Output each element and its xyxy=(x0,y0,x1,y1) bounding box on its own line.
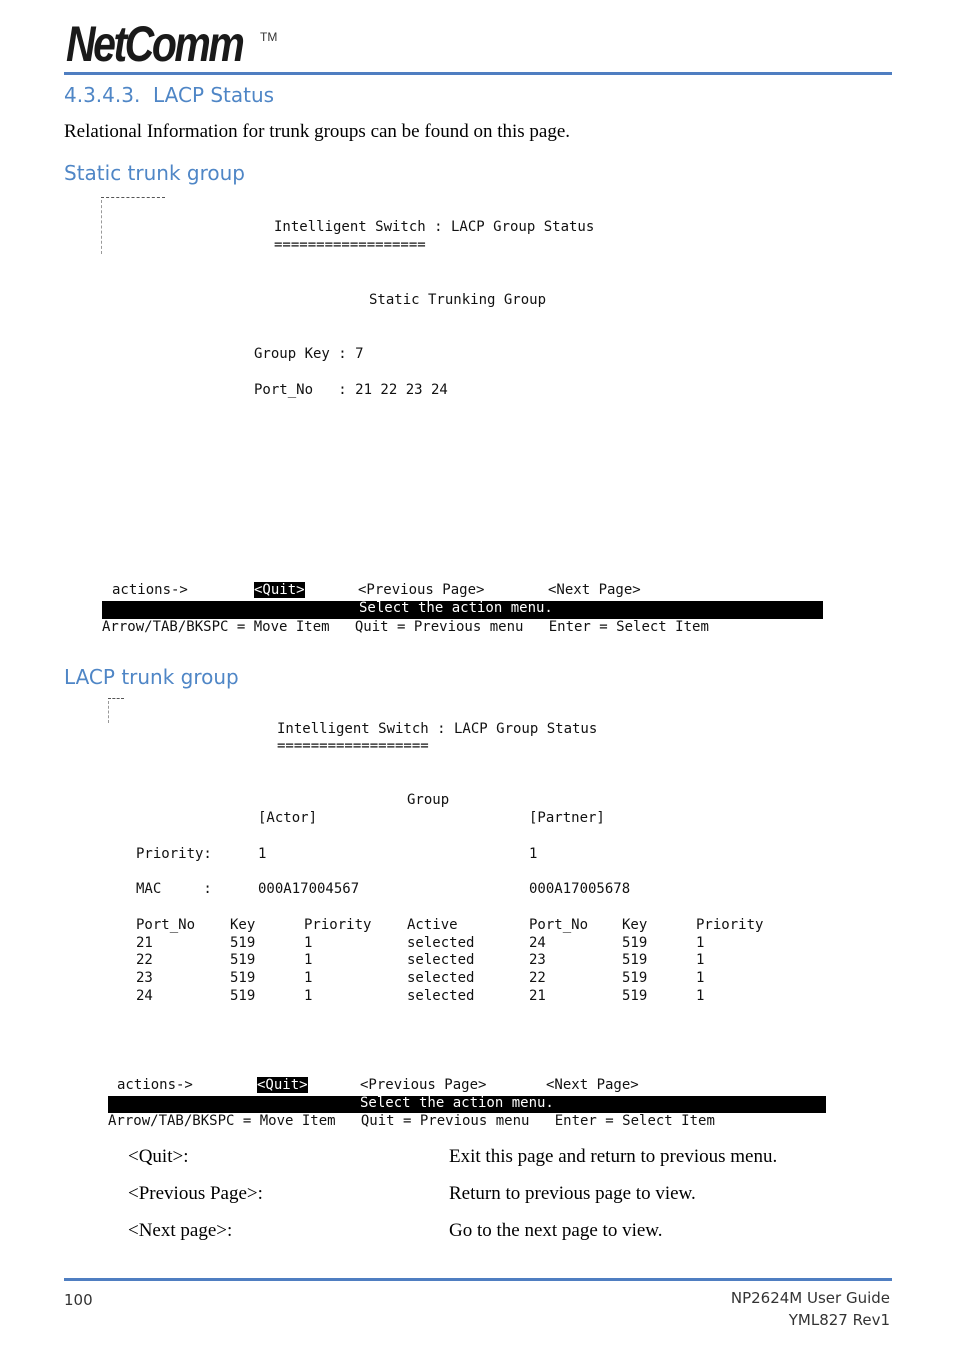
screen-corner-mark xyxy=(101,197,165,198)
cell-active: selected xyxy=(407,935,475,951)
group-key-line: Group Key : 7 xyxy=(254,346,364,362)
cell-active: selected xyxy=(407,988,475,1004)
col-priority: Priority xyxy=(304,917,372,933)
lacp-screen-underline: ================== xyxy=(277,738,429,754)
col-partner-priority: Priority xyxy=(696,917,764,933)
port-no-line: Port_No : 21 22 23 24 xyxy=(254,382,448,398)
col-active: Active xyxy=(407,917,458,933)
previous-page-button[interactable]: <Previous Page> xyxy=(358,582,485,598)
cell-port: 24 xyxy=(136,988,153,1004)
cell-key: 519 xyxy=(230,935,256,951)
status-message: Select the action menu. xyxy=(359,600,553,616)
cell-partner-port: 22 xyxy=(529,970,546,986)
cell-port: 21 xyxy=(136,935,153,951)
netcomm-logo: NetComm xyxy=(66,16,243,72)
cell-partner-key: 519 xyxy=(622,952,648,968)
revision: YML827 Rev1 xyxy=(788,1311,890,1329)
cell-key: 519 xyxy=(230,952,256,968)
trademark-mark: TM xyxy=(260,30,278,44)
cell-partner-port: 24 xyxy=(529,935,546,951)
static-screen-title: Intelligent Switch : LACP Group Status xyxy=(274,219,595,235)
cell-partner-port: 21 xyxy=(529,988,546,1004)
group-label: Group xyxy=(407,792,450,808)
help-line: Arrow/TAB/BKSPC = Move Item Quit = Previous menu Enter = Select Item xyxy=(108,1113,715,1129)
cell-active: selected xyxy=(407,952,475,968)
page-number: 100 xyxy=(64,1291,93,1309)
cell-port: 23 xyxy=(136,970,153,986)
actions-label: actions-> xyxy=(112,582,188,598)
actor-label: [Actor] xyxy=(258,810,318,826)
screen-edge-mark xyxy=(108,701,109,723)
cell-partner-port: 23 xyxy=(529,952,546,968)
desc-text-next-page: Go to the next page to view. xyxy=(449,1220,663,1241)
next-page-button[interactable]: <Next Page> xyxy=(546,1077,639,1093)
header-rule xyxy=(64,72,892,75)
cell-key: 519 xyxy=(230,988,256,1004)
cell-partner-key: 519 xyxy=(622,988,648,1004)
static-subtitle: Static Trunking Group xyxy=(369,292,547,308)
guide-title: NP2624M User Guide xyxy=(730,1289,890,1307)
next-page-button[interactable]: <Next Page> xyxy=(548,582,641,598)
col-port-no: Port_No xyxy=(136,917,196,933)
desc-term-previous-page: <Previous Page>: xyxy=(128,1183,263,1204)
desc-text-quit: Exit this page and return to previous menu. xyxy=(449,1146,778,1167)
cell-partner-priority: 1 xyxy=(696,952,705,968)
lacp-screen-title: Intelligent Switch : LACP Group Status xyxy=(277,721,598,737)
section-number: 4.3.4.3. xyxy=(64,83,141,107)
footer-rule xyxy=(64,1278,892,1281)
cell-port: 22 xyxy=(136,952,153,968)
col-partner-key: Key xyxy=(622,917,648,933)
lacp-trunk-heading: LACP trunk group xyxy=(64,665,239,689)
actions-label: actions-> xyxy=(117,1077,193,1093)
quit-button[interactable]: <Quit> xyxy=(257,1077,308,1093)
desc-term-next-page: <Next page>: xyxy=(128,1220,233,1241)
status-message: Select the action menu. xyxy=(360,1095,554,1111)
cell-key: 519 xyxy=(230,970,256,986)
col-key: Key xyxy=(230,917,256,933)
help-line: Arrow/TAB/BKSPC = Move Item Quit = Previous menu Enter = Select Item xyxy=(102,619,709,635)
section-heading xyxy=(64,83,274,107)
partner-label: [Partner] xyxy=(529,810,605,826)
cell-partner-priority: 1 xyxy=(696,988,705,1004)
partner-priority: 1 xyxy=(529,846,538,862)
cell-priority: 1 xyxy=(304,988,313,1004)
cell-priority: 1 xyxy=(304,970,313,986)
actor-mac: 000A17004567 xyxy=(258,881,360,897)
col-partner-port-no: Port_No xyxy=(529,917,589,933)
partner-mac: 000A17005678 xyxy=(529,881,631,897)
cell-partner-priority: 1 xyxy=(696,970,705,986)
intro-text: Relational Information for trunk groups can be found on this page. xyxy=(64,121,571,142)
static-screen-underline: ================== xyxy=(274,237,426,253)
static-trunk-heading: Static trunk group xyxy=(64,161,245,185)
cell-partner-key: 519 xyxy=(622,935,648,951)
cell-partner-key: 519 xyxy=(622,970,648,986)
cell-priority: 1 xyxy=(304,952,313,968)
priority-label: Priority: xyxy=(136,846,212,862)
cell-priority: 1 xyxy=(304,935,313,951)
previous-page-button[interactable]: <Previous Page> xyxy=(360,1077,487,1093)
desc-term-quit: <Quit>: xyxy=(128,1146,189,1167)
cell-partner-priority: 1 xyxy=(696,935,705,951)
quit-button[interactable]: <Quit> xyxy=(254,582,305,598)
screen-edge-mark xyxy=(101,200,102,254)
screen-corner-mark xyxy=(108,698,124,699)
cell-active: selected xyxy=(407,970,475,986)
actor-priority: 1 xyxy=(258,846,267,862)
mac-label: MAC : xyxy=(136,881,212,897)
desc-text-previous-page: Return to previous page to view. xyxy=(449,1183,696,1204)
section-title: LACP Status xyxy=(153,83,275,107)
